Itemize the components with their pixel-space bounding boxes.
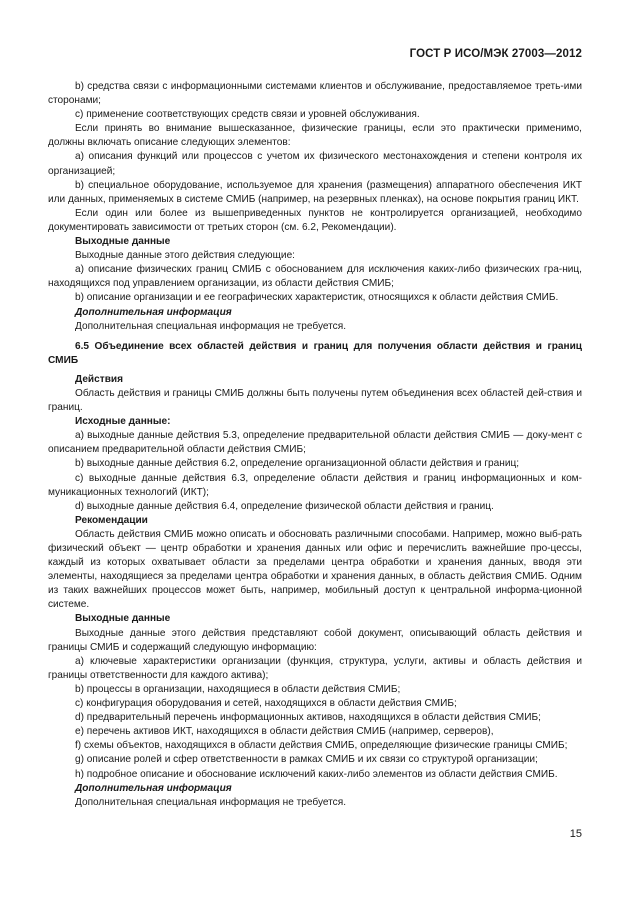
paragraph: b) средства связи с информационными системами клиентов и обслуживание, предоставляемое треть-ими сторонами; [48, 81, 582, 107]
paragraph: g) описание ролей и сфер ответственности в рамках СМИБ и их связи со структурой организации; [75, 754, 538, 766]
paragraph: b) процессы в организации, находящиеся в области действия СМИБ; [75, 683, 401, 695]
subheading-output: Выходные данные [75, 236, 171, 248]
subheading-output: Выходные данные [75, 613, 171, 625]
subheading-input: Исходные данные: [75, 416, 171, 428]
paragraph: Выходные данные этого действия следующие: [75, 250, 295, 262]
paragraph: c) конфигурация оборудования и сетей, находящихся в области действия СМИБ; [75, 698, 457, 710]
paragraph: Выходные данные этого действия представляют собой документ, описывающий область действия и границы СМИБ и содержащий следующую информацию: [48, 627, 582, 653]
paragraph: b) описание организации и ее географических характеристик, относящихся к области действия СМИБ. [75, 292, 559, 304]
section-heading-6-5: 6.5 Объединение всех областей действия и границ для получения области действия и границ СМИБ [48, 340, 582, 366]
paragraph: Дополнительная специальная информация не требуется. [75, 796, 346, 808]
paragraph: c) выходные данные действия 6.3, определение области действия и границ информационных и ком-муникационных технологий (ИКТ); [48, 472, 582, 498]
document-header: ГОСТ Р ИСО/МЭК 27003—2012 [409, 48, 582, 60]
paragraph: Дополнительная специальная информация не требуется. [75, 320, 346, 332]
subheading-additional-info: Дополнительная информация [75, 782, 232, 794]
subheading-recommendations: Рекомендации [75, 514, 148, 526]
paragraph: а) описание физических границ СМИБ с обоснованием для исключения каких-либо физических гра-ниц, находящихся под управлением организации, из области действия СМИБ; [48, 264, 582, 290]
subheading-additional-info: Дополнительная информация [75, 306, 232, 318]
paragraph: c) применение соответствующих средств связи и уровней обслуживания. [75, 109, 420, 121]
paragraph: Область действия и границы СМИБ должны быть получены путем объединения всех областей дей-ствия и границ. [48, 387, 582, 414]
paragraph: h) подробное описание и обоснование исключений каких-либо элементов из области действия СМИБ. [75, 768, 558, 780]
paragraph: Область действия СМИБ можно описать и обосновать различными способами. Например, можно выб-рать физический объект — центр обработки и хранения данных или офис и перечислить важнейшие про-цессы, каждый из которых охватывает области за пределами центра обработки и хранения данных, вводя эти элементы, находящиеся за пределами центра обработки и хранения данных, в область действия СМИБ. Одним из таких важнейших процессов может быть, например, мобильный доступ к центральной информа-ционной системе. [48, 528, 582, 611]
paragraph: f) схемы объектов, находящихся в области действия СМИБ, определяющие физические границы СМИБ; [75, 740, 568, 752]
paragraph: Если один или более из вышеприведенных пунктов не контролируется организацией, необходимо документировать зависимости от третьих сторон (см. 6.2, Рекомендации). [48, 207, 582, 233]
paragraph: Если принять во внимание вышесказанное, физические границы, если это практически применимо, должны включать описание следующих элементов: [48, 123, 582, 149]
paragraph: e) перечень активов ИКТ, находящихся в области действия СМИБ (например, серверов), [75, 726, 494, 738]
page-number: 15 [569, 828, 582, 840]
paragraph: а) выходные данные действия 5.3, определение предварительной области действия СМИБ — доку-мент с описанием предварительной области действия СМИБ; [48, 430, 582, 456]
paragraph: а) ключевые характеристики организации (функция, структура, услуги, активы и область действия и границы ответственности для каждого актива); [48, 655, 582, 681]
paragraph: b) выходные данные действия 6.2, определение организационной области действия и границ; [75, 458, 520, 470]
document-body [48, 80, 582, 810]
paragraph: b) специальное оборудование, используемое для хранения (размещения) аппаратного обеспечения ИКТ или данных, применяемых в системе СМИБ (например, на резервных пленках), на основе покрытия границ ИКТ. [48, 179, 582, 205]
paragraph: а) описания функций или процессов с учетом их физического местонахождения и степени контроля их организацией; [48, 151, 582, 177]
paragraph: d) выходные данные действия 6.4, определение физической области действия и границ. [75, 500, 494, 512]
paragraph: d) предварительный перечень информационных активов, находящихся в области действия СМИБ; [75, 712, 541, 724]
subheading-actions: Действия [75, 373, 123, 385]
